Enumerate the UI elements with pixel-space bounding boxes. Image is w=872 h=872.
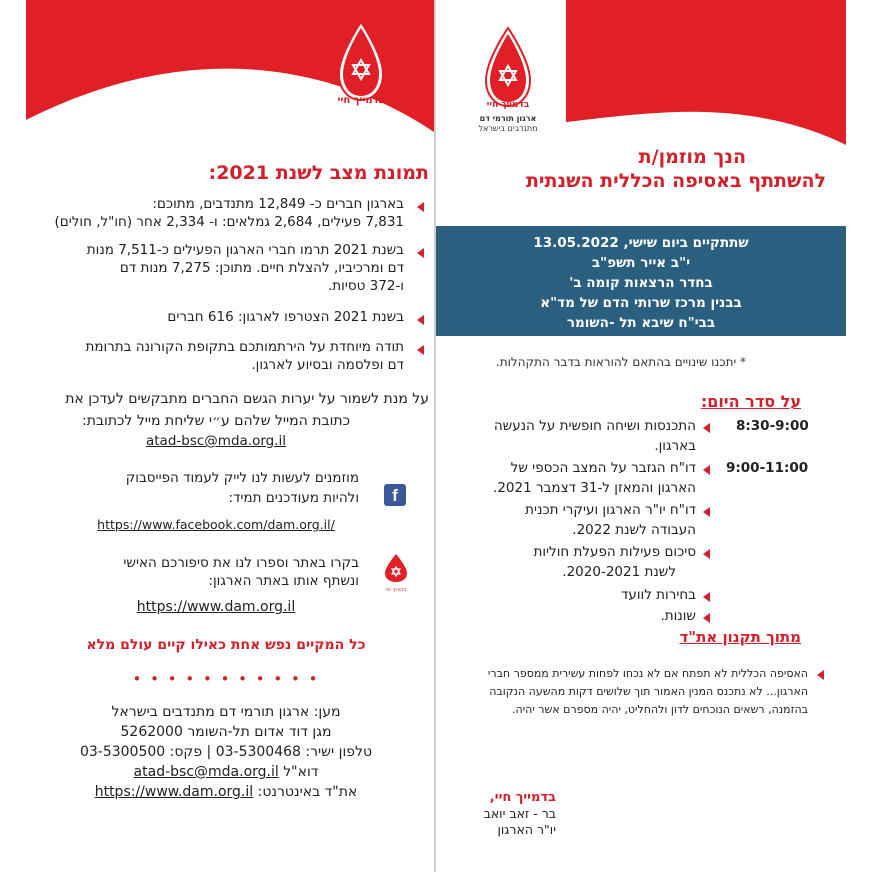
agenda-item: סיכום פעילות הפעלת חוליות xyxy=(533,544,696,560)
status-line: ו-372 טסיות. xyxy=(327,278,404,294)
facebook-text: ולהיות מעודכנים תמיד: xyxy=(228,490,359,506)
bylaws-text: בהזמנה, רשאים הנוכחים לדון ולהחליט, יהיה מספרם אשר יהיה. xyxy=(512,703,808,716)
bylaws-text: האסיפה הכללית לא תפתח אם לא נכחו לפחות עשירית ממספר חברי xyxy=(487,667,808,680)
bullet-icon xyxy=(703,613,710,623)
logo-tagline: בדמייך חיי xyxy=(337,95,385,106)
bullet-icon xyxy=(703,507,710,517)
agenda-time: 8:30-9:00 xyxy=(736,418,809,434)
agenda-item: לשנת 2020-2021. xyxy=(562,564,676,580)
quote: כל המקיים נפש אחת כאילו קיים עולם מלא xyxy=(86,637,366,653)
status-line: 7,831 פעילים, 2,684 גמלאים: ו- 2,334 אחר (חו"ל, חולים) xyxy=(54,214,404,230)
agenda-item: הארגון והמאזן ל-31 דצמבר 2021. xyxy=(493,480,696,496)
agenda-item: בארגון. xyxy=(654,438,696,454)
status-line: דם ופלסמה ובסיוע לארגון. xyxy=(251,357,404,373)
event-location: בבי"ח שיבא תל -השומר xyxy=(566,315,716,331)
event-building: בבנין מרכז שרותי הדם של מד"א xyxy=(540,295,742,311)
agenda-item: התכנסות ושיחה חופשית על הנעשה xyxy=(493,418,696,434)
status-line: דם ומרכיביו, להצלת חיים. מתוכן: 7,275 מנות דם xyxy=(119,260,404,276)
bylaws-text: הארגון... לא נתכנס המנין האמור תוך שלושים דקות מהשעה הנקובה xyxy=(489,685,808,698)
contact-phone: טלפון ישיר: 03-5300468 | פקס: 03-5300500 xyxy=(79,744,373,760)
signer-title: יו"ר הארגון xyxy=(497,822,556,837)
status-line: בשנת 2021 תרמו חברי הארגון הפעילים כ-7,511 מנות xyxy=(86,242,404,258)
site-link-wrap xyxy=(26,599,406,616)
status-line: בשנת 2021 הצטרפו לארגון: 616 חברים xyxy=(167,309,404,325)
facebook-text: מוזמנים לעשות לנו לייק לעמוד הפייסבוק xyxy=(125,470,359,486)
left-panel xyxy=(26,0,434,872)
bylaws-heading: מתוך תקנון את"ד xyxy=(679,628,801,646)
email-link[interactable]: atad-bsc@mda.org.il xyxy=(145,433,287,449)
bullet-icon xyxy=(703,465,710,475)
bullet-icon xyxy=(417,248,424,258)
bullet-icon xyxy=(703,549,710,559)
bullet-icon xyxy=(417,345,424,355)
contact-address: מגן דוד אדום תל-השומר 5262000 xyxy=(120,724,332,740)
facebook-link-wrap xyxy=(26,516,406,533)
bullet-icon xyxy=(703,423,710,433)
contact-address: מען: ארגון תורמי דם מתנדבים בישראל xyxy=(111,704,341,720)
facebook-link[interactable]: https://www.facebook.com/dam.org.il/ xyxy=(97,517,335,532)
contact-site-row xyxy=(26,784,426,801)
org-name: ארגון תורמי דם xyxy=(479,114,537,123)
changes-note: * יתכנו שינויים בהתאם להוראות בדבר התקהלות. xyxy=(495,355,746,369)
agenda-item: בחירות לוועד xyxy=(621,587,696,603)
agenda-item: העבודה לשנת 2022. xyxy=(572,522,696,538)
blood-drop-icon xyxy=(382,553,410,583)
agenda-item: דו"ח יו"ר הארגון ועיקרי תכנית xyxy=(525,502,696,518)
right-panel xyxy=(436,0,846,872)
contact-site-link[interactable]: https://www.dam.org.il xyxy=(94,784,254,800)
event-hebrew-date: י"ב אייר תשפ"ב xyxy=(591,255,691,271)
contact-site-label: את"ד באינטרנט: xyxy=(257,784,358,800)
mini-logo xyxy=(382,553,410,593)
email-note: על מנת לשמור על יערות הגשם החברים מתבקשים לעדכן את xyxy=(65,391,429,407)
agenda-item: דו"ח הגזבר על המצב הכספי של xyxy=(510,460,696,476)
site-link[interactable]: https://www.dam.org.il xyxy=(136,599,296,615)
email-link-wrap xyxy=(26,433,406,450)
site-text: בקרו באתר וספרו לנו את סיפורכם האישי xyxy=(123,555,359,571)
contact-email-label: דוא"ל xyxy=(283,764,319,780)
status-line: בארגון חברים כ- 12,849 מתנדבים, מתוכם: xyxy=(152,196,404,212)
signoff: בדמייך חיי, xyxy=(489,790,556,805)
event-date: שתתקיים ביום שישי, 13.05.2022 xyxy=(533,235,749,251)
logo-tagline: בדמייך חיי xyxy=(486,100,530,110)
agenda-heading: על סדר היום: xyxy=(700,392,801,411)
email-note: כתובת המייל שלהם ע״י שליחת מייל לכתובת: xyxy=(82,413,350,429)
facebook-icon[interactable]: f xyxy=(384,484,406,506)
bullet-icon xyxy=(703,592,710,602)
contact-email-link[interactable]: atad-bsc@mda.org.il xyxy=(133,764,279,780)
agenda-time: 9:00-11:00 xyxy=(726,460,809,476)
left-heading: תמונת מצב לשנת 2021: xyxy=(208,162,429,184)
org-name: מתנדבים בישראל xyxy=(478,124,538,133)
mini-logo-text: בדמייך חיי xyxy=(385,587,407,593)
contact-email-row xyxy=(26,764,426,781)
status-line: תודה מיוחדת על הירתמותכם בתקופת הקורונה בתרומת xyxy=(85,339,404,355)
dot-separator: • • • • • • • • • • • xyxy=(132,670,320,688)
bullet-icon xyxy=(417,202,424,212)
event-room: בחדר הרצאות קומה ב' xyxy=(569,275,713,291)
invite-title: הנך מוזמן/ת xyxy=(638,146,746,168)
agenda-item: שונות. xyxy=(660,608,696,624)
site-text: ונשתף אותו באתר הארגון: xyxy=(208,573,359,589)
bullet-icon xyxy=(817,670,824,680)
event-details-box xyxy=(436,226,846,336)
invite-subtitle: להשתתף באסיפה הכללית השנתית xyxy=(525,170,826,192)
signer-name: בר - זאב יואב xyxy=(483,806,556,821)
bullet-icon xyxy=(417,315,424,325)
